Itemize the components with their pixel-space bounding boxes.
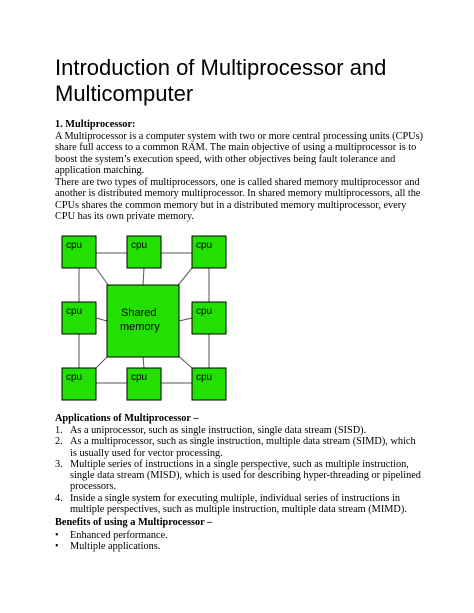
cpu-label: cpu — [66, 306, 83, 317]
list-item-text: As a multiprocessor, such as single instruction, multiple data stream (SIMD), which is usually used for vector processing. — [70, 436, 416, 459]
connector-line — [179, 318, 192, 321]
benefits-list — [55, 530, 425, 553]
cpu-label: cpu — [196, 306, 213, 317]
bullet: • — [55, 530, 59, 541]
cpu-label: cpu — [66, 372, 83, 383]
shared-memory-box — [107, 285, 179, 357]
cpu-label: cpu — [131, 372, 148, 383]
list-number: 2. — [55, 436, 63, 448]
cpu-box — [62, 302, 96, 334]
connector-line — [143, 268, 144, 285]
page-title: Introduction of Multiprocessor and Multicomputer — [55, 55, 387, 106]
shared-memory-label-line2: memory — [120, 321, 160, 333]
cpu-label: cpu — [66, 240, 83, 251]
multiprocessor-heading: 1. Multiprocessor: — [55, 119, 136, 130]
cpu-box — [192, 302, 226, 334]
cpu-box — [127, 236, 161, 268]
benefits-heading: Benefits of using a Multiprocessor – — [55, 517, 213, 528]
cpu-box — [192, 236, 226, 268]
cpu-box — [62, 236, 96, 268]
list-item — [55, 493, 425, 516]
cpu-label: cpu — [131, 240, 148, 251]
list-item-text: As a uniprocessor, such as single instruction, single data stream (SISD). — [70, 425, 367, 436]
cpu-box — [62, 368, 96, 400]
connector-line — [143, 357, 144, 368]
list-item — [55, 459, 425, 493]
applications-list — [55, 425, 425, 515]
diagram-boxes — [62, 236, 226, 400]
list-item-text: Enhanced performance. — [70, 530, 168, 541]
list-item-text: Inside a single system for executing multiple, individual series of instructions in multiple perspectives, such as multiple instruction, multiple data stream (MIMD). — [70, 492, 407, 516]
applications-heading: Applications of Multiprocessor – — [55, 413, 199, 424]
shared-memory-label-line1: Shared — [121, 307, 157, 319]
cpu-box — [192, 368, 226, 400]
list-number: 4. — [55, 492, 63, 504]
list-item — [55, 541, 425, 552]
cpu-label: cpu — [196, 372, 213, 383]
list-number: 3. — [55, 458, 63, 470]
list-item — [55, 436, 425, 459]
list-item-text: Multiple series of instructions in a single perspective, such as multiple instruction, single data stream (MISD), which is used for describing hyper-threading or pipelined processors. — [70, 458, 421, 493]
list-item — [55, 425, 425, 436]
bullet: • — [55, 541, 59, 553]
shared-memory-diagram — [55, 233, 235, 403]
cpu-box — [127, 368, 161, 400]
multiprocessor-definition: A Multiprocessor is a computer system with two or more central processing units (CPUs) share full access to a common RAM. The main objective of using a multiprocessor is to boost the system’s execution speed, with other objectives being fault tolerance and application matching. — [55, 131, 424, 176]
cpu-label: cpu — [196, 240, 213, 251]
multiprocessor-types: There are two types of multiprocessors, one is called shared memory multiprocessor and another is distributed memory multiprocessor. In shared memory multiprocessors, all the CPUs shares the common memory but in a distributed memory multiprocessor, every CPU has its own private memory. — [55, 177, 421, 222]
list-item — [55, 530, 425, 541]
list-item-text: Multiple applications. — [70, 541, 161, 553]
connector-line — [96, 318, 107, 321]
list-number: 1. — [55, 425, 63, 436]
